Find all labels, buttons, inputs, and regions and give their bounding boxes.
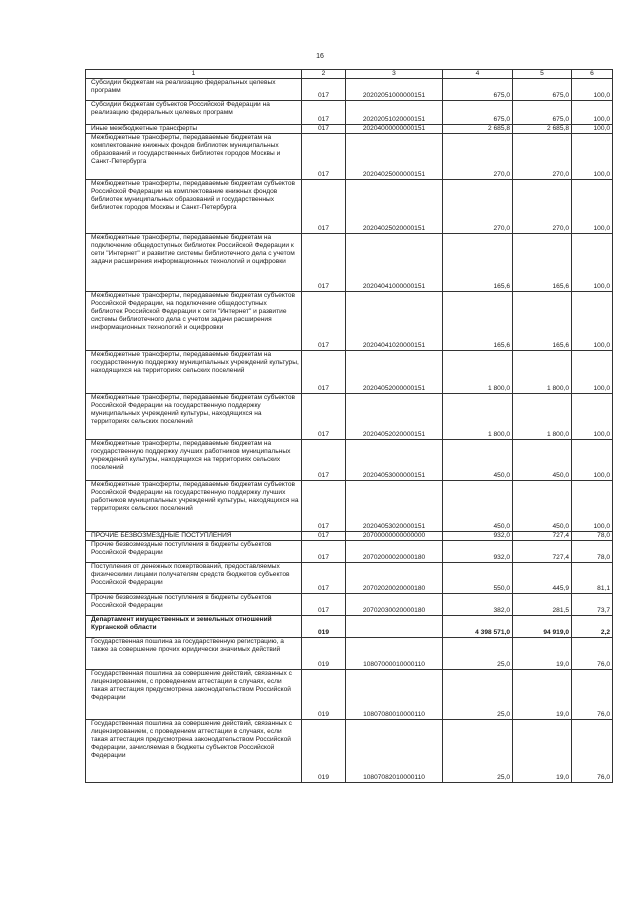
table-row	[86, 351, 613, 394]
row-planned-amount: 165,6	[443, 234, 513, 292]
row-percent: 76,0	[572, 720, 613, 783]
column-header: 4	[443, 70, 513, 79]
row-planned-amount: 932,0	[443, 532, 513, 541]
row-planned-amount: 25,0	[443, 670, 513, 720]
row-name: Межбюджетные трансферты, передаваемые бюджетам субъектов Российской Федерации, на подключение общедоступных библиотек Российской Федерации к сети "Интернет" и развитие системы библиотечного дела с учетом задачи расширения информационных технологий и оцифровки	[91, 292, 295, 331]
table-row	[86, 638, 613, 670]
row-percent: 100,0	[572, 351, 613, 394]
row-actual-amount: 450,0	[513, 440, 572, 481]
row-name: Департамент имущественных и земельных отношений Курганской области	[91, 616, 272, 631]
row-admin-code: 017	[302, 134, 346, 180]
row-actual-amount: 281,5	[513, 594, 572, 616]
row-revenue-code: 20702030020000180	[346, 594, 443, 616]
column-header: 5	[513, 70, 572, 79]
table-row	[86, 394, 613, 440]
row-name: Государственная пошлина за совершение действий, связанных с лицензированием, с проведением аттестации в случаях, если такая аттестация предусмотрена законодательством Российской Федерации	[91, 670, 292, 701]
row-percent: 78,0	[572, 532, 613, 541]
row-admin-code: 017	[302, 125, 346, 134]
row-planned-amount: 1 800,0	[443, 394, 513, 440]
row-actual-amount: 165,6	[513, 292, 572, 351]
table-row	[86, 79, 613, 101]
table-row	[86, 440, 613, 481]
row-revenue-code: 10807000010000110	[346, 638, 443, 670]
table-row	[86, 101, 613, 125]
row-planned-amount: 675,0	[443, 79, 513, 101]
row-admin-code: 017	[302, 594, 346, 616]
row-percent: 76,0	[572, 638, 613, 670]
row-revenue-code: 20204053000000151	[346, 440, 443, 481]
row-revenue-code: 20204041000000151	[346, 234, 443, 292]
row-name: Межбюджетные трансферты, передаваемые бюджетам на подключение общедоступных библиотек Российской Федерации к сети "Интернет" и развитие системы библиотечного дела с учетом задачи расширения информационных технологий и оцифровки	[91, 234, 295, 265]
row-actual-amount: 94 919,0	[513, 616, 572, 638]
row-name: Государственная пошлина за государственную регистрацию, а также за совершение прочих юридически значимых действий	[91, 638, 284, 653]
row-name: Иные межбюджетные трансферты	[91, 125, 198, 132]
page-number: 16	[316, 53, 324, 60]
row-planned-amount: 270,0	[443, 180, 513, 234]
row-admin-code: 017	[302, 101, 346, 125]
row-name: ПРОЧИЕ БЕЗВОЗМЕЗДНЫЕ ПОСТУПЛЕНИЯ	[91, 532, 232, 539]
row-admin-code: 017	[302, 180, 346, 234]
row-percent: 100,0	[572, 180, 613, 234]
row-planned-amount: 2 685,8	[443, 125, 513, 134]
row-name: Поступления от денежных пожертвований, предоставляемых физическими лицами получателям средств бюджетов субъектов Российской Федерации	[91, 563, 290, 586]
row-percent: 76,0	[572, 670, 613, 720]
row-admin-code: 019	[302, 720, 346, 783]
row-revenue-code: 20202051000000151	[346, 79, 443, 101]
row-admin-code: 019	[302, 616, 346, 638]
row-actual-amount: 270,0	[513, 134, 572, 180]
row-admin-code: 017	[302, 79, 346, 101]
row-actual-amount: 727,4	[513, 532, 572, 541]
row-actual-amount: 450,0	[513, 481, 572, 532]
row-actual-amount: 1 800,0	[513, 394, 572, 440]
row-revenue-code: 20204052020000151	[346, 394, 443, 440]
row-revenue-code: 20702000020000180	[346, 541, 443, 563]
row-percent: 81,1	[572, 563, 613, 594]
row-planned-amount: 550,0	[443, 563, 513, 594]
row-revenue-code: 20702020020000180	[346, 563, 443, 594]
row-revenue-code: 20204000000000151	[346, 125, 443, 134]
row-actual-amount: 270,0	[513, 180, 572, 234]
table-row	[86, 670, 613, 720]
row-actual-amount: 165,6	[513, 234, 572, 292]
row-name: Межбюджетные трансферты, передаваемые бюджетам субъектов Российской Федерации на комплектование книжных фондов библиотек муниципальных образований и государственных библиотек городов Москвы и Санкт-Петербурга	[91, 180, 295, 211]
row-admin-code: 017	[302, 292, 346, 351]
row-planned-amount: 165,6	[443, 292, 513, 351]
row-actual-amount: 19,0	[513, 638, 572, 670]
row-percent: 100,0	[572, 481, 613, 532]
table-row	[86, 616, 613, 638]
row-revenue-code: 10807080010000110	[346, 670, 443, 720]
table-row	[86, 292, 613, 351]
row-name: Межбюджетные трансферты, передаваемые бюджетам субъектов Российской Федерации на государственную поддержку муниципальных учреждений культуры, находящихся на территориях сельских поселений	[91, 394, 295, 425]
column-header: 2	[302, 70, 346, 79]
row-percent: 100,0	[572, 125, 613, 134]
row-revenue-code: 20202051020000151	[346, 101, 443, 125]
table-row	[86, 594, 613, 616]
table-row	[86, 125, 613, 134]
table-row	[86, 532, 613, 541]
column-header: 1	[86, 70, 302, 79]
row-percent: 100,0	[572, 394, 613, 440]
row-percent: 2,2	[572, 616, 613, 638]
row-admin-code: 019	[302, 638, 346, 670]
row-actual-amount: 675,0	[513, 79, 572, 101]
row-planned-amount: 450,0	[443, 481, 513, 532]
row-name: Межбюджетные трансферты, передаваемые бюджетам субъектов Российской Федерации на государственную поддержку лучших работников муниципальных учреждений культуры, находящихся на территориях сельских поселений	[91, 481, 299, 512]
row-admin-code: 017	[302, 563, 346, 594]
row-planned-amount: 675,0	[443, 101, 513, 125]
row-name: Межбюджетные трансферты, передаваемые бюджетам на государственную поддержку муниципальных учреждений культуры, находящихся на территориях сельских поселений	[91, 351, 299, 374]
row-planned-amount: 25,0	[443, 720, 513, 783]
row-percent: 100,0	[572, 79, 613, 101]
row-revenue-code: 20204053020000151	[346, 481, 443, 532]
header-row	[86, 70, 613, 79]
row-planned-amount: 270,0	[443, 134, 513, 180]
row-name: Прочие безвозмездные поступления в бюджеты субъектов Российской Федерации	[91, 594, 272, 609]
row-admin-code: 017	[302, 440, 346, 481]
row-revenue-code: 20204052000000151	[346, 351, 443, 394]
row-name: Межбюджетные трансферты, передаваемые бюджетам на комплектование книжных фондов библиотек муниципальных образований и государственных библиотек городов Москвы и Санкт-Петербурга	[91, 134, 281, 165]
row-actual-amount: 19,0	[513, 670, 572, 720]
row-percent: 73,7	[572, 594, 613, 616]
column-header: 3	[346, 70, 443, 79]
row-planned-amount: 25,0	[443, 638, 513, 670]
table-row	[86, 481, 613, 532]
column-header: 6	[572, 70, 613, 79]
row-admin-code: 017	[302, 532, 346, 541]
row-revenue-code: 20204025000000151	[346, 134, 443, 180]
row-percent: 100,0	[572, 440, 613, 481]
row-revenue-code	[346, 616, 443, 638]
table-row	[86, 180, 613, 234]
row-name: Государственная пошлина за совершение действий, связанных с лицензированием, с проведением аттестации в случаях, если такая аттестация предусмотрена законодательством Российской Федерации, зачисляемая в бюджеты субъектов Российской Федерации	[91, 720, 292, 759]
row-name: Субсидии бюджетам на реализацию федеральных целевых программ	[91, 79, 276, 94]
row-percent: 100,0	[572, 134, 613, 180]
row-admin-code: 017	[302, 541, 346, 563]
table-row	[86, 234, 613, 292]
row-revenue-code: 20700000000000000	[346, 532, 443, 541]
table-row	[86, 134, 613, 180]
row-planned-amount: 382,0	[443, 594, 513, 616]
row-actual-amount: 19,0	[513, 720, 572, 783]
row-name: Субсидии бюджетам субъектов Российской Федерации на реализацию федеральных целевых программ	[91, 101, 270, 116]
row-percent: 100,0	[572, 101, 613, 125]
row-percent: 100,0	[572, 292, 613, 351]
row-actual-amount: 675,0	[513, 101, 572, 125]
row-planned-amount: 1 800,0	[443, 351, 513, 394]
row-admin-code: 019	[302, 670, 346, 720]
row-name: Межбюджетные трансферты, передаваемые бюджетам на государственную поддержку лучших работников муниципальных учреждений культуры, находящихся на территориях сельских поселений	[91, 440, 291, 471]
row-actual-amount: 1 800,0	[513, 351, 572, 394]
row-planned-amount: 932,0	[443, 541, 513, 563]
row-admin-code: 017	[302, 481, 346, 532]
row-revenue-code: 20204025020000151	[346, 180, 443, 234]
row-name: Прочие безвозмездные поступления в бюджеты субъектов Российской Федерации	[91, 541, 272, 556]
table-row	[86, 563, 613, 594]
row-planned-amount: 4 398 571,0	[443, 616, 513, 638]
row-revenue-code: 10807082010000110	[346, 720, 443, 783]
row-actual-amount: 445,9	[513, 563, 572, 594]
table-row	[86, 541, 613, 563]
row-actual-amount: 727,4	[513, 541, 572, 563]
row-planned-amount: 450,0	[443, 440, 513, 481]
row-percent: 100,0	[572, 234, 613, 292]
row-percent: 78,0	[572, 541, 613, 563]
revenue-table	[85, 69, 613, 783]
row-actual-amount: 2 685,8	[513, 125, 572, 134]
table-row	[86, 720, 613, 783]
row-admin-code: 017	[302, 394, 346, 440]
row-revenue-code: 20204041020000151	[346, 292, 443, 351]
row-admin-code: 017	[302, 351, 346, 394]
row-admin-code: 017	[302, 234, 346, 292]
